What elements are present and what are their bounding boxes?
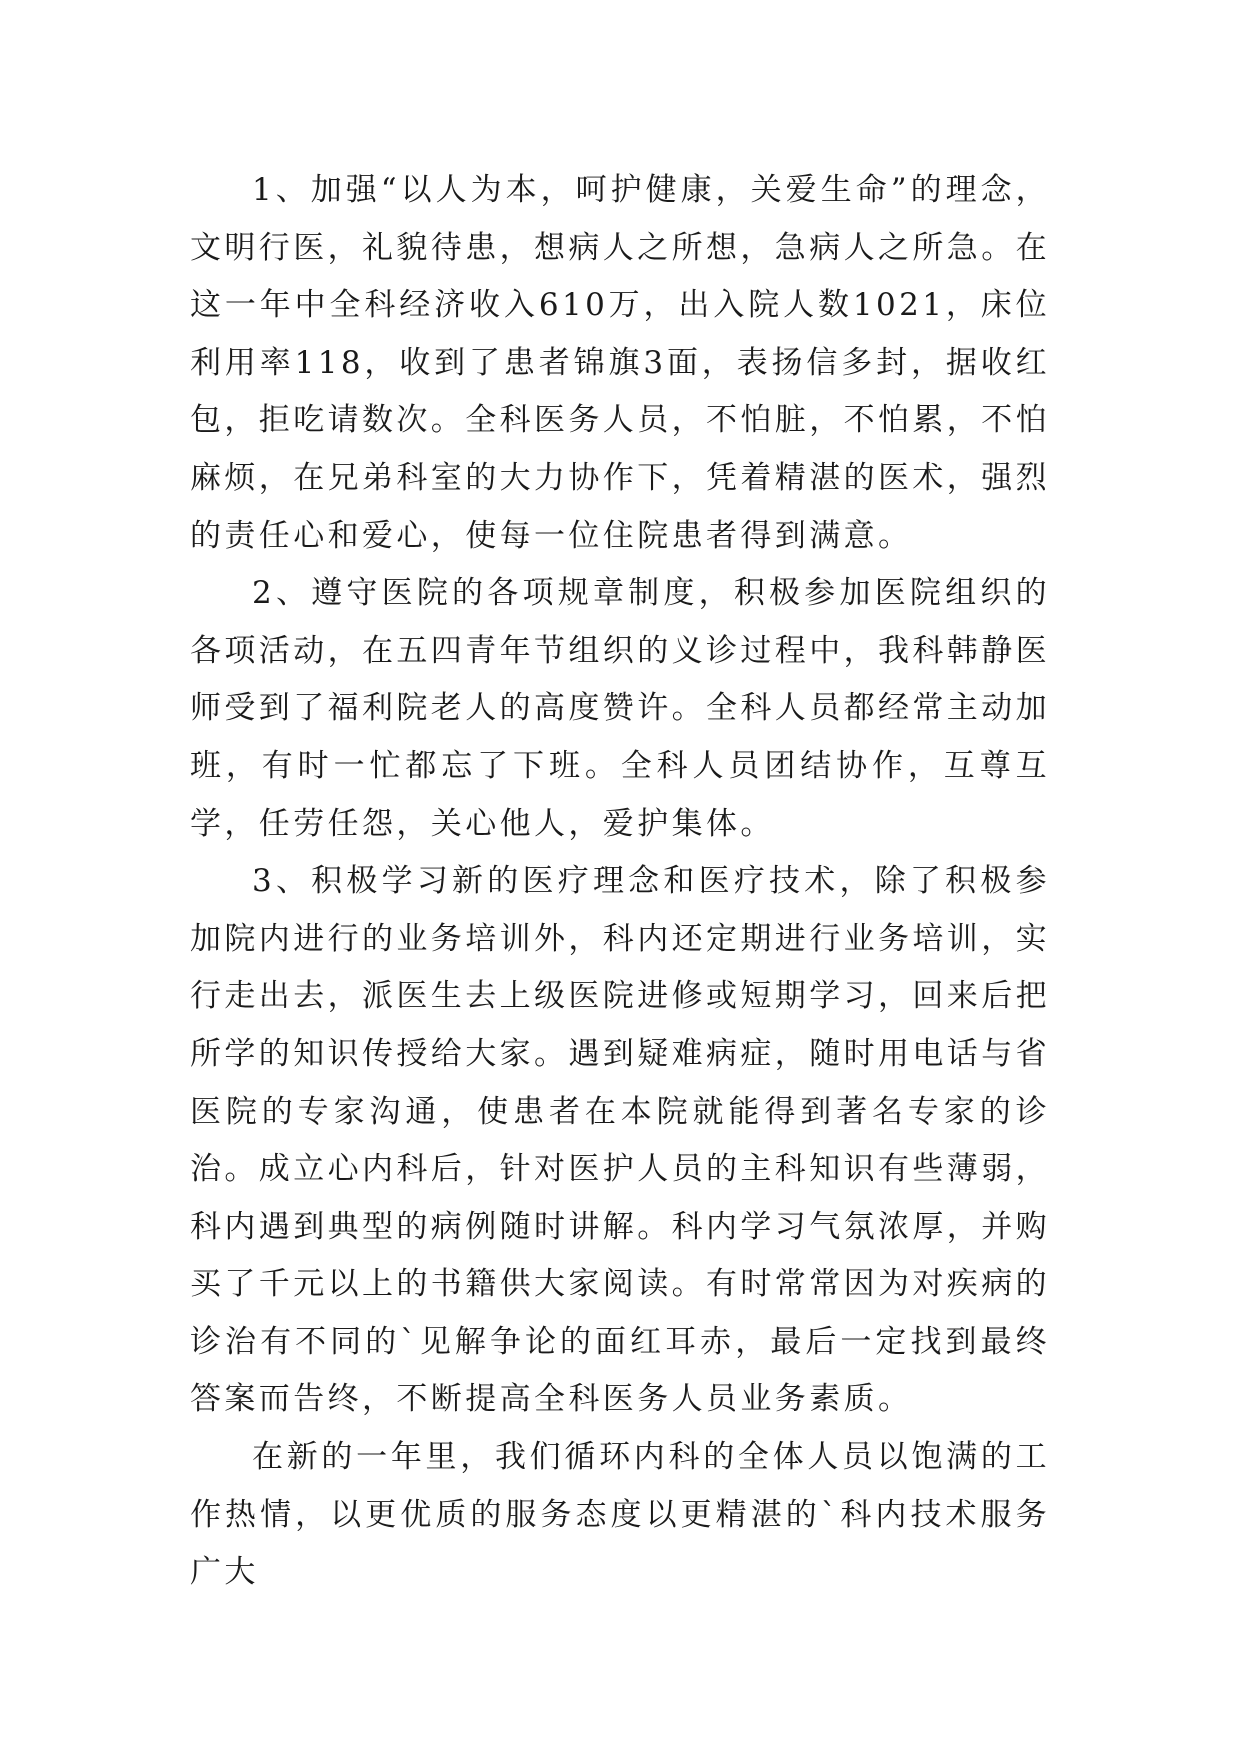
document-body bbox=[190, 162, 1050, 1602]
paragraph-1: 1、加强“以人为本，呵护健康，关爱生命”的理念，文明行医，礼貌待患，想病人之所想，急病人之所急。在这一年中全科经济收入610万，出入院人数1021，床位利用率118，收到了患者锦旗3面，表扬信多封，据收红包，拒吃请数次。全科医务人员，不怕脏，不怕累，不怕麻烦，在兄弟科室的大力协作下，凭着精湛的医术，强烈的责任心和爱心，使每一位住院患者得到满意。 bbox=[190, 172, 1050, 554]
paragraph-2: 2、遵守医院的各项规章制度，积极参加医院组织的各项活动，在五四青年节组织的义诊过程中，我科韩静医师受到了福利院老人的高度赞许。全科人员都经常主动加班，有时一忙都忘了下班。全科人员团结协作，互尊互学，任劳任怨，关心他人，爱护集体。 bbox=[190, 575, 1050, 842]
paragraph-4: 在新的一年里，我们循环内科的全体人员以饱满的工作热情，以更优质的服务态度以更精湛的`科内技术服务广大 bbox=[190, 1439, 1050, 1591]
paragraph-3: 3、积极学习新的医疗理念和医疗技术，除了积极参加院内进行的业务培训外，科内还定期进行业务培训，实行走出去，派医生去上级医院进修或短期学习，回来后把所学的知识传授给大家。遇到疑难病症，随时用电话与省医院的专家沟通，使患者在本院就能得到著名专家的诊治。成立心内科后，针对医护人员的主科知识有些薄弱，科内遇到典型的病例随时讲解。科内学习气氛浓厚，并购买了千元以上的书籍供大家阅读。有时常常因为对疾病的诊治有不同的`见解争论的面红耳赤，最后一定找到最终答案而告终，不断提高全科医务人员业务素质。 bbox=[190, 863, 1050, 1418]
